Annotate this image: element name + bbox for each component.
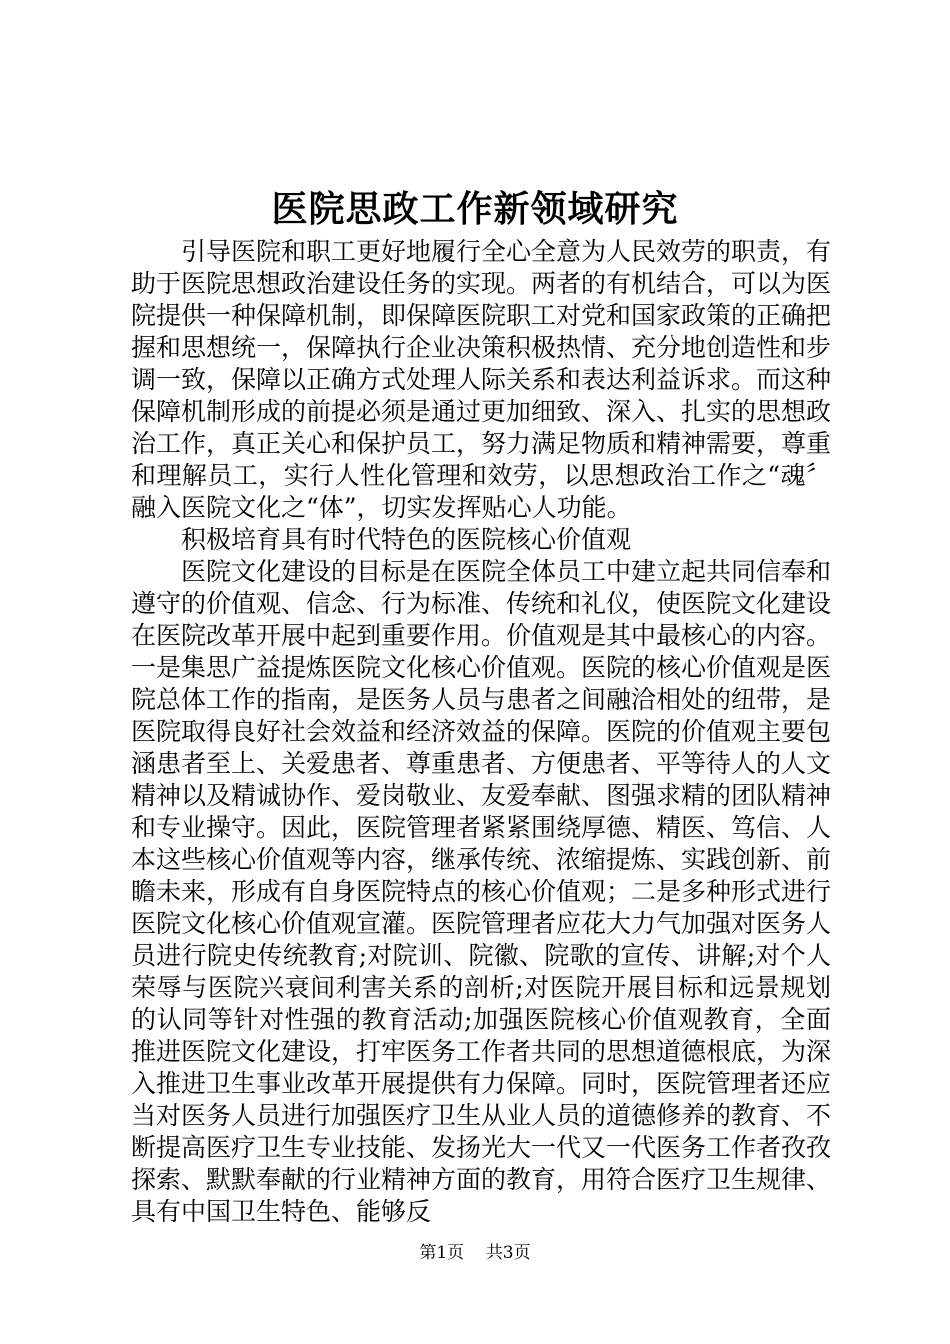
- page-number-current: 第1页: [419, 1243, 465, 1263]
- paragraph-core-values: 医院文化建设的目标是在医院全体员工中建立起共同信奉和遵守的价值观、信念、行为标准、传统和礼仪，使医院文化建设在医院改革开展中起到重要作用。价值观是其中最核心的内容。一是集思广益提炼医院文化核心价值观。医院的核心价值观是医院总体工作的指南，是医务人员与患者之间融洽相处的纽带，是医院取得良好社会效益和经济效益的保障。医院的价值观主要包涵患者至上、关爱患者、尊重患者、方便患者、平等待人的人文精神以及精诚协作、爱岗敬业、友爱奉献、图强求精的团队精神和专业操守。因此，医院管理者紧紧围绕厚德、精医、笃信、人本这些核心价值观等内容，继承传统、浓缩提炼、实践创新、前瞻未来，形成有自身医院特点的核心价值观；二是多种形式进行医院文化核心价值观宣灌。医院管理者应花大力气加强对医务人员进行院史传统教育;对院训、院徽、院歌的宣传、讲解;对个人荣辱与医院兴衰间利害关系的剖析;对医院开展目标和远景规划的认同等针对性强的教育活动;加强医院核心价值观教育，全面推进医院文化建设，打牢医务工作者共同的思想道德根底，为深入推进卫生事业改革开展提供有力保障。同时，医院管理者还应当对医务人员进行加强医疗卫生从业人员的道德修养的教育、不断提高医疗卫生专业技能、发扬光大一代又一代医务工作者孜孜探索、默默奉献的行业精神方面的教育，用符合医疗卫生规律、具有中国卫生特色、能够反: [131, 557, 832, 1226]
- section-heading: 积极培育具有时代特色的医院核心价值观: [181, 525, 632, 554]
- paragraph-intro: 引导医院和职工更好地履行全心全意为人民效劳的职责，有助于医院思想政治建设任务的实现。两者的有机结合，可以为医院提供一种保障机制，即保障医院职工对党和国家政策的正确把握和思想统一，保障执行企业决策积极热情、充分地创造性和步调一致，保障以正确方式处理人际关系和表达利益诉求。而这种保障机制形成的前提必须是通过更加细致、深入、扎实的思想政治工作，真正关心和保护员工，努力满足物质和精神需要，尊重和理解员工，实行人性化管理和效劳，以思想政治工作之“魂〞融入医院文化之“体”，切实发挥贴心人功能。: [131, 237, 832, 522]
- footer-separator: [470, 1243, 481, 1263]
- document-title: 医院思政工作新领域研究: [271, 188, 679, 230]
- document-body: [131, 236, 831, 1228]
- page-footer: [0, 1242, 950, 1264]
- page-number-total: 共3页: [485, 1243, 531, 1263]
